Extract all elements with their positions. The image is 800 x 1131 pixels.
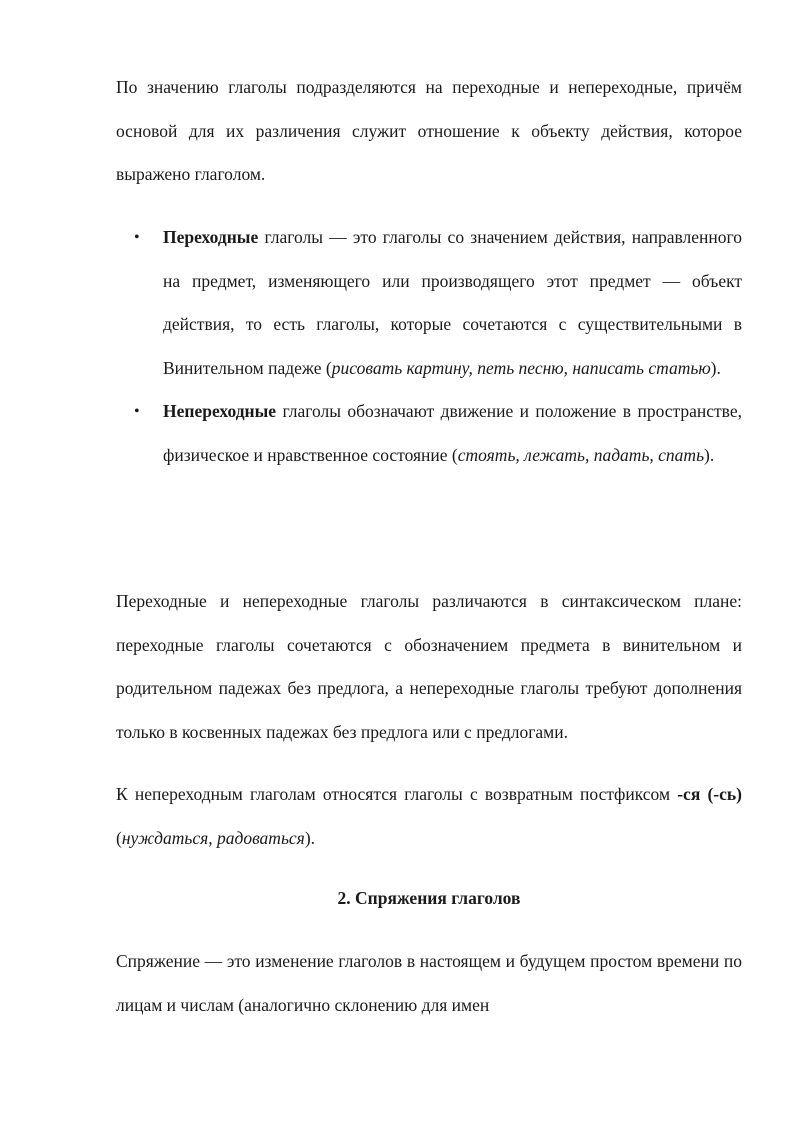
postfix-intro-text: К непереходным глаголам относятся глаголы с возвратным постфиксом <box>116 784 678 804</box>
postfix-closing-text: ). <box>304 827 316 848</box>
verb-types-list <box>134 216 742 477</box>
paragraph-syntax: Переходные и непереходные глаголы различаются в синтаксическом плане: переходные глаголы сочетаются с обозначением предмета в винительном и родительном падежах без предлога, а непереходные глаголы требуют дополнения только в косвенных падежах без предлога или с предлогами. <box>116 591 742 742</box>
postfix-examples: нуждаться, радоваться <box>121 827 305 848</box>
list-item-intransitive <box>134 390 742 477</box>
paragraph-conjugation: Спряжение — это изменение глаголов в настоящем и будущем простом времени по лицам и числам (аналогично склонению для имен <box>116 951 742 1015</box>
postfix-middle-text: ( <box>116 827 122 848</box>
examples-text: стоять, лежать, падать, спать <box>457 444 705 465</box>
section-heading: 2. Спряжения глаголов <box>337 888 521 908</box>
term-transitive: Переходные <box>163 227 259 247</box>
paragraph-intro: По значению глаголы подразделяются на переходные и непереходные, причём основой для их различения служит отношение к объекту действия, которое выражено глаголом. <box>116 77 742 184</box>
paragraph-postfix <box>116 773 742 860</box>
postfix-term: -ся (-сь) <box>677 784 742 804</box>
definition-text: глаголы обозначают движение и положение в пространстве, физическое и нравственное состояние ( <box>163 401 742 465</box>
bullet-icon: • <box>134 229 140 246</box>
closing-text: ). <box>710 357 721 378</box>
list-item-transitive <box>134 216 742 390</box>
definition-text: глаголы — это глаголы со значением действия, направленного на предмет, изменяющего или производящего этот предмет — объект действия, то есть глаголы, которые сочетаются с существительными в Винительном падеже ( <box>163 227 742 378</box>
term-intransitive: Непереходные <box>163 401 277 421</box>
bullet-icon: • <box>134 403 140 420</box>
closing-text: ). <box>704 444 715 465</box>
examples-text: рисовать картину, петь песню, написать статью <box>331 357 711 378</box>
